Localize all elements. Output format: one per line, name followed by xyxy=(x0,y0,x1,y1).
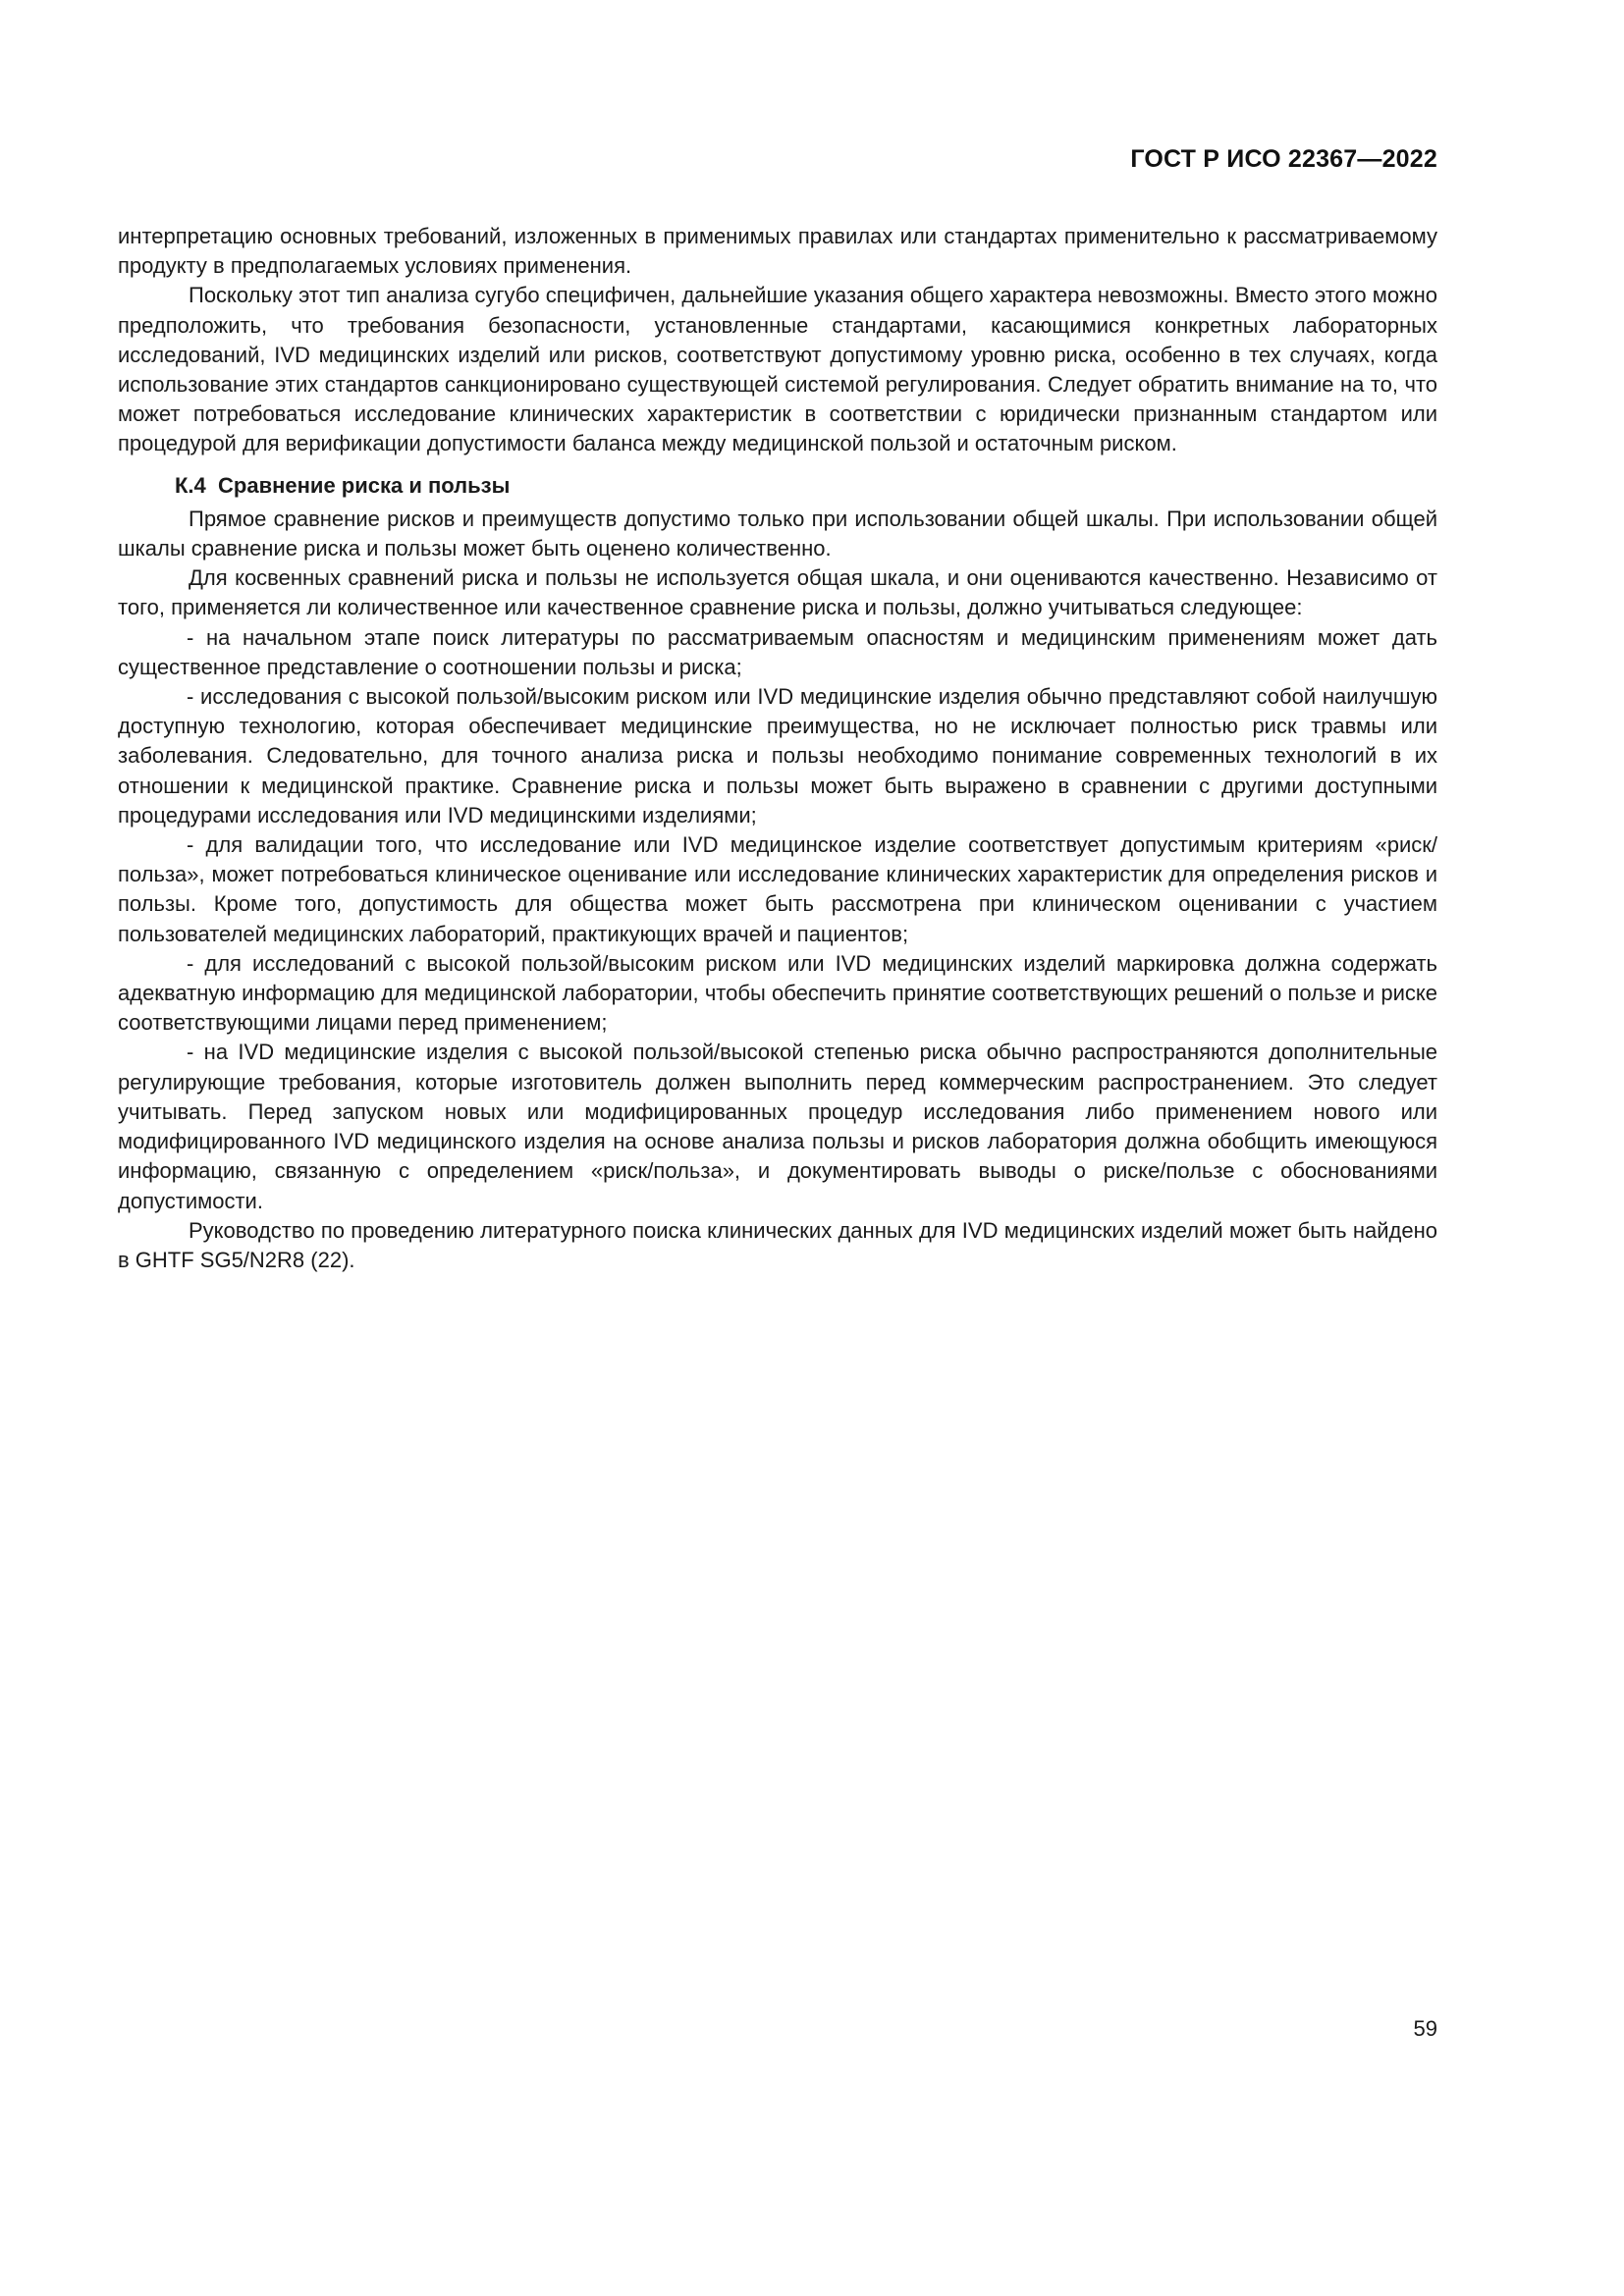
section-number: К.4 xyxy=(175,472,206,498)
document-number-header: ГОСТ Р ИСО 22367—2022 xyxy=(1130,145,1437,173)
paragraph-direct-comparison: Прямое сравнение рисков и преимуществ допустимо только при использовании общей шкалы. При использовании общей шкалы сравнение риска и пользы может быть оценено количественно. xyxy=(118,506,1437,561)
paragraph-guidance: Руководство по проведению литературного поиска клинических данных для IVD медицинских изделий может быть найдено в GHTF SG5/N2R8 (22). xyxy=(118,1217,1437,1272)
page-content xyxy=(118,222,1437,1275)
section-title: Сравнение риска и пользы xyxy=(218,472,511,498)
paragraph-analysis: Поскольку этот тип анализа сугубо специфичен, дальнейшие указания общего характера невозможны. Вместо этого можно предположить, что требования безопасности, установленные стандартами, касающимися конкретных лабораторных исследований, IVD медицинских изделий или рисков, соответствуют допустимому уровню риска, особенно в тех случаях, когда использование этих стандартов санкционировано существующей системой регулирования. Следует обратить внимание на то, что может потребоваться исследование клинических характеристик в соответствии с юридически признанным стандартом или процедурой для верификации допустимости баланса между медицинской пользой и остаточным риском. xyxy=(118,283,1437,456)
list-item: - на IVD медицинские изделия с высокой пользой/высокой степенью риска обычно распространяются дополнительные регулирующие требования, которые изготовитель должен выполнить перед коммерческим распространением. Это следует учитывать. Перед запуском новых или модифицированных процедур исследования либо применением нового или модифицированного IVD медицинского изделия на основе анализа пользы и рисков лаборатория должна обобщить имеющуюся информацию, связанную с определением «риск/польза», и документировать выводы о риске/пользе с обоснованиями допустимости. xyxy=(118,1040,1437,1213)
list-item: - на начальном этапе поиск литературы по рассматриваемым опасностям и медицинским применениям может дать существенное представление о соотношении пользы и риска; xyxy=(118,624,1437,679)
section-heading xyxy=(118,471,1437,501)
paragraph-indirect-comparison: Для косвенных сравнений риска и пользы не используется общая шкала, и они оцениваются качественно. Независимо от того, применяется ли количественное или качественное сравнение риска и пользы, должно учитываться следующее: xyxy=(118,565,1437,620)
page-number: 59 xyxy=(1413,2016,1437,2041)
paragraph-continuation: интерпретацию основных требований, изложенных в применимых правилах или стандартах применительно к рассматриваемому продукту в предполагаемых условиях применения. xyxy=(118,224,1437,279)
list-item: - для исследований с высокой пользой/высоким риском или IVD медицинских изделий маркировка должна содержать адекватную информацию для медицинской лаборатории, чтобы обеспечить принятие соответствующих решений о пользе и риске соответствующими лицами перед применением; xyxy=(118,950,1437,1036)
list-item: - исследования с высокой пользой/высоким риском или IVD медицинские изделия обычно представляют собой наилучшую доступную технологию, которая обеспечивает медицинские преимущества, но не исключает полностью риск травмы или заболевания. Следовательно, для точного анализа риска и пользы необходимо понимание современных технологий в их отношении к медицинской практике. Сравнение риска и пользы может быть выражено в сравнении с другими доступными процедурами исследования или IVD медицинскими изделиями; xyxy=(118,684,1437,828)
list-item: - для валидации того, что исследование или IVD медицинское изделие соответствует допустимым критериям «риск/польза», может потребоваться клиническое оценивание или исследование клинических характеристик для определения рисков и пользы. Кроме того, допустимость для общества может быть рассмотрена при клиническом оценивании с участием пользователей медицинских лабораторий, практикующих врачей и пациентов; xyxy=(118,832,1437,946)
